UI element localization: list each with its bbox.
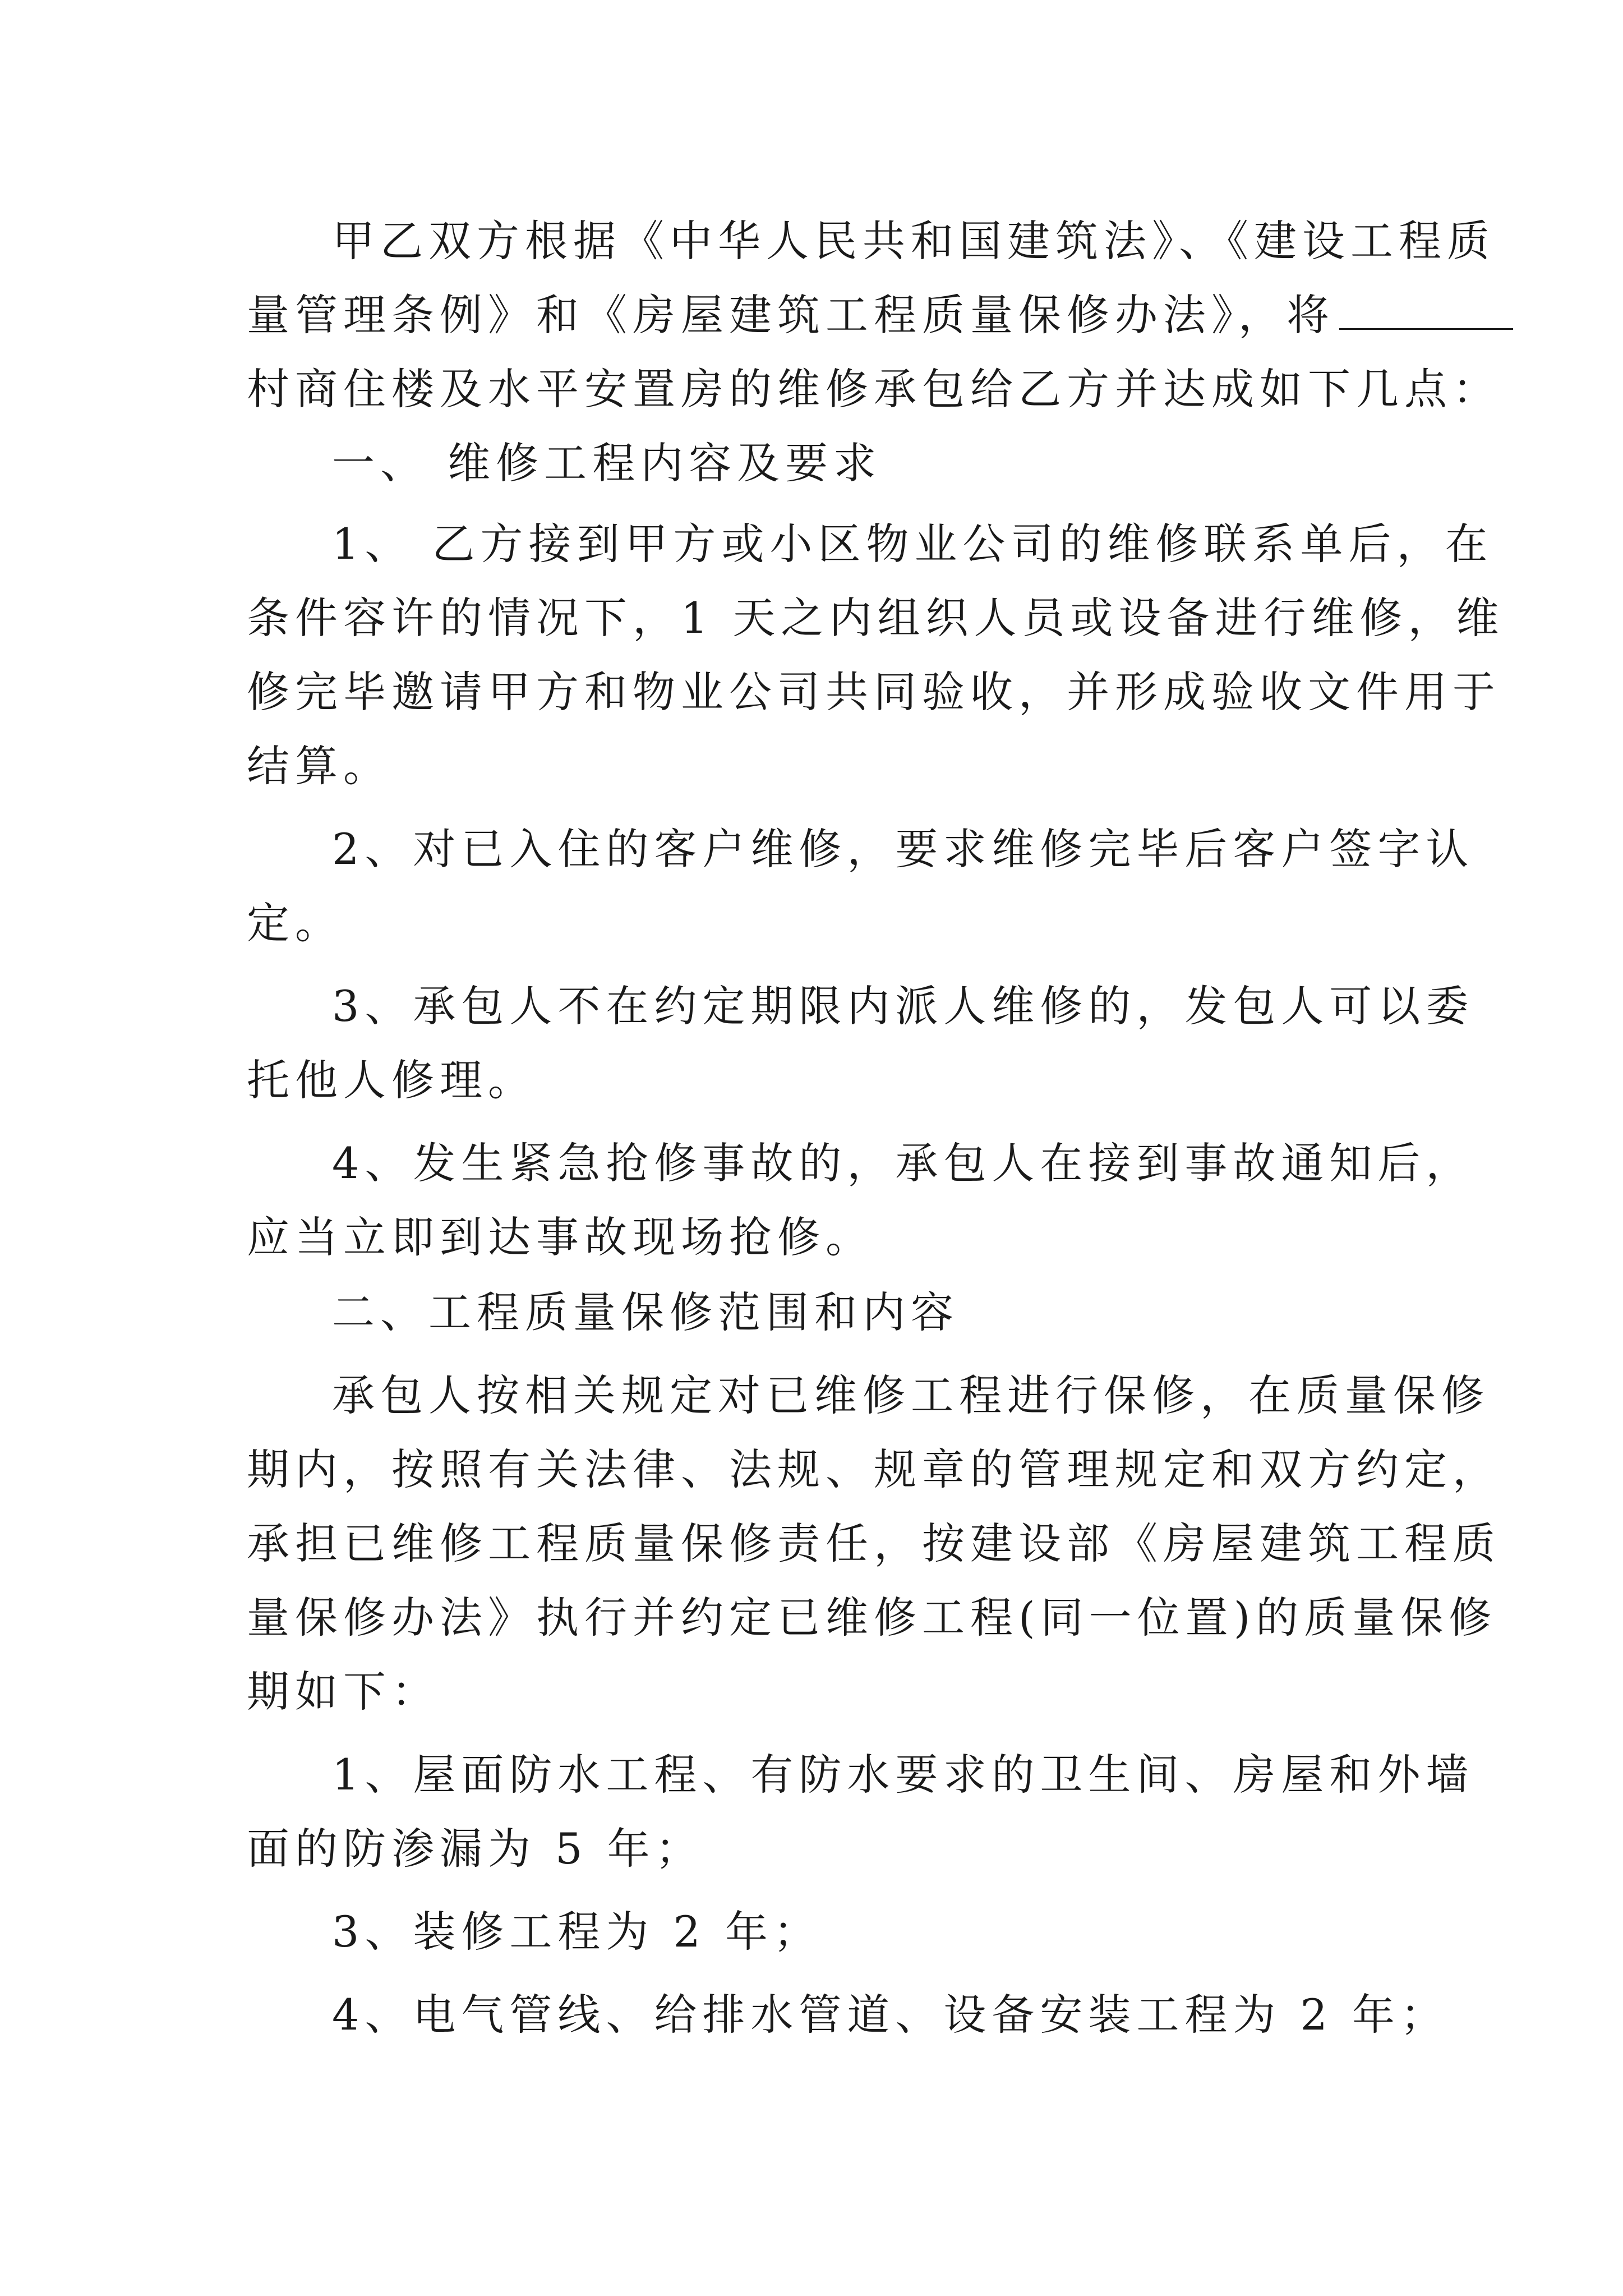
paragraph-line: 定。 [247, 898, 343, 948]
paragraph-line [247, 287, 1513, 343]
paragraph-line: 甲乙双方根据《中华人民共和国建筑法》、《建设工程质 [332, 216, 1495, 266]
section-heading: 一、 维修工程内容及要求 [332, 438, 882, 488]
section-heading: 二、工程质量保修范围和内容 [332, 1287, 959, 1337]
paragraph-line: 修完毕邀请甲方和物业公司共同验收，并形成验收文件用于 [247, 667, 1501, 717]
paragraph-line: 3、承包人不在约定期限内派人维修的，发包人可以委 [332, 981, 1474, 1031]
paragraph-line: 2、对已入住的客户维修，要求维修完毕后客户签字认 [332, 824, 1474, 874]
paragraph-line: 应当立即到达事故现场抢修。 [247, 1212, 874, 1262]
paragraph-line: 量保修办法》执行并约定已维修工程(同一位置)的质量保修 [247, 1593, 1497, 1642]
paragraph-line: 期内，按照有关法律、法规、规章的管理规定和双方约定， [247, 1444, 1501, 1494]
fill-in-blank [1339, 289, 1513, 330]
paragraph-line: 1、 乙方接到甲方或小区物业公司的维修联系单后，在 [332, 519, 1493, 569]
paragraph-line: 承包人按相关规定对已维修工程进行保修，在质量保修 [332, 1370, 1490, 1420]
paragraph-line: 期如下： [247, 1667, 440, 1717]
paragraph-line: 1、屋面防水工程、有防水要求的卫生间、房屋和外墙 [332, 1750, 1474, 1800]
paragraph-line: 承担已维修工程质量保修责任，按建设部《房屋建筑工程质 [247, 1519, 1501, 1568]
paragraph-line: 3、装修工程为 2 年； [332, 1907, 822, 1957]
paragraph-line: 4、发生紧急抢修事故的，承包人在接到事故通知后， [332, 1138, 1474, 1188]
paragraph-line: 结算。 [247, 741, 391, 791]
paragraph-line: 4、电气管线、给排水管道、设备安装工程为 2 年； [332, 1990, 1449, 2040]
paragraph-line: 面的防渗漏为 5 年； [247, 1824, 704, 1874]
paragraph-line: 托他人修理。 [247, 1055, 536, 1105]
line-text: 量管理条例》和《房屋建筑工程质量保修办法》，将 [247, 290, 1335, 340]
paragraph-line: 条件容许的情况下，1 天之内组织人员或设备进行维修，维 [247, 593, 1505, 643]
paragraph-line: 村商住楼及水平安置房的维修承包给乙方并达成如下几点： [247, 364, 1501, 414]
